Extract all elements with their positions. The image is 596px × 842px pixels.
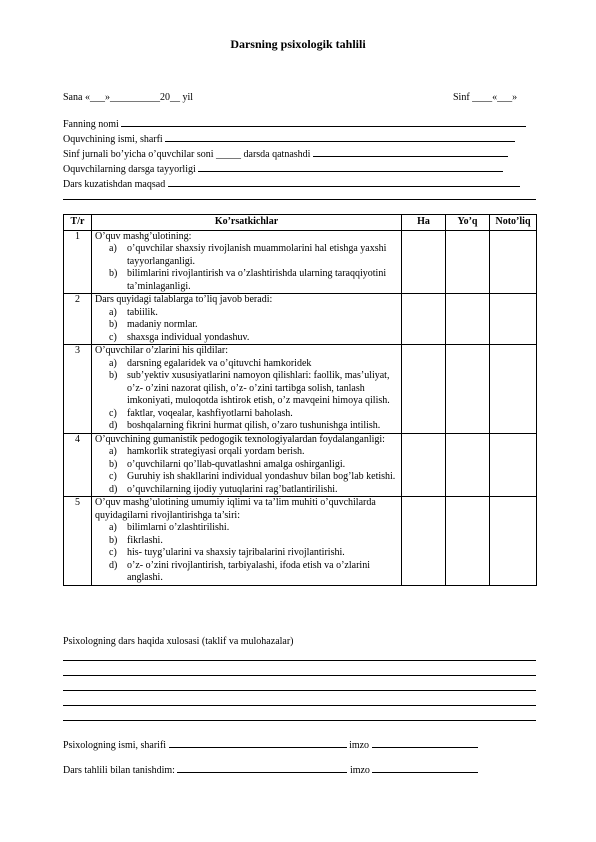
answer-no-cell[interactable] [446,294,490,345]
fill-line [177,763,347,773]
criteria-title: O’quvchilar o’zlarini his qildilar: [95,345,229,356]
answer-yes-cell[interactable] [402,433,446,497]
field-readiness [63,162,503,177]
row-criteria [92,294,402,345]
list-item: d) o’z- o’zini rivojlantirish, tarbiyalashi, ifoda etish va o’zlarini anglashi. [109,559,370,583]
fill-line [63,720,536,721]
table-header-row [64,215,537,231]
answer-yes-cell[interactable] [402,230,446,294]
answer-no-cell[interactable] [446,345,490,434]
table-row [64,294,537,345]
list-item: b) sub’yektiv xususiyatlarini namoyon qilishlari: faollik, mas’uliyat, o’z- o’zini nazorat qilish, o’z- o’zini tartibga solish, tanlash imkoniyati, muloqotda ishtirok etish, o’z mavqeini himoya qilish. [109,370,390,406]
criteria-title: O’quv mashg’ulotining umumiy iqlimi va ta’lim muhiti o’quvchilarda quyidagilarni rivojlantirishga ta’siri: [95,497,376,521]
list-item: c) Guruhiy ish shakllarini individual yondashuv bilan bog’lab ketishi. [109,471,396,482]
acquainted-label: Dars tahlili bilan tanishdim: [63,765,175,776]
list-item: a) tabiilik. [109,306,158,318]
criteria-list [95,243,398,293]
psychologist-name-label: Psixologning ismi, sharifi [63,740,167,751]
answer-yes-cell[interactable] [402,345,446,434]
list-item: b) o’quvchilarni qo’llab-quvatlashni amalga oshirganligi. [109,458,346,470]
header-no: Yo’q [446,215,490,231]
answer-partial-cell[interactable] [490,345,537,434]
answer-partial-cell[interactable] [490,433,537,497]
criteria-title: Dars quyidagi talablarga to’liq javob beradi: [95,294,273,305]
fill-line [63,675,536,676]
criteria-list [95,446,398,496]
signature-label: imzo [349,740,370,751]
fill-line [372,738,478,748]
fill-line [168,177,520,187]
header-indicators: Ko’rsatkichlar [92,215,402,231]
row-number: 2 [64,294,92,345]
field-student [63,132,515,147]
field-attendance-label: Sinf jurnali bo’yicha o’quvchilar soni _____ darsda qatnashdi [63,149,311,160]
row-criteria [92,433,402,497]
list-item: a) hamkorlik strategiyasi orqali yordam berish. [109,446,305,457]
criteria-title: O’quv mashg’ulotining: [95,230,192,242]
field-student-label: Oquvchining ismi, sharfi [63,134,163,145]
psychologist-name-field [63,738,478,753]
list-item: b) madaniy normlar. [109,319,198,330]
row-criteria [92,230,402,294]
table-row [64,345,537,434]
criteria-table [63,214,537,586]
list-item: c) faktlar, voqealar, kashfiyotlarni baholash. [109,407,293,419]
row-number: 5 [64,497,92,586]
answer-yes-cell[interactable] [402,497,446,586]
field-subject-label: Fanning nomi [63,119,119,130]
fill-line [63,705,536,706]
date-field: Sana «___»__________20__ yil [63,92,193,103]
fill-line [372,763,478,773]
table-row [64,433,537,497]
table-row [64,497,537,586]
fill-line [165,132,515,142]
answer-partial-cell[interactable] [490,230,537,294]
header-number: T/r [64,215,92,231]
acquainted-field [63,763,478,778]
fill-line [63,660,536,661]
answer-no-cell[interactable] [446,497,490,586]
field-attendance [63,147,508,162]
row-criteria [92,497,402,586]
list-item: b) bilimlarini rivojlantirish va o’zlashtirishda ularning taraqqiyotini ta’minlaganligi. [109,268,387,292]
answer-yes-cell[interactable] [402,294,446,345]
list-item: a) o’quvchilar shaxsiy rivojlanish muammolarini hal etishga yaxshi tayyorlanganligi. [109,243,387,267]
header-yes: Ha [402,215,446,231]
fill-line [63,199,536,200]
list-item: c) shaxsga individual yondashuv. [109,331,250,343]
criteria-list [95,358,398,433]
fill-line [63,690,536,691]
answer-no-cell[interactable] [446,433,490,497]
conclusion-label: Psixologning dars haqida xulosasi (taklif va mulohazalar) [63,636,294,647]
list-item: c) his- tuyg’ularini va shaxsiy tajribalarini rivojlantirishi. [109,547,345,558]
list-item: d) o’quvchilarning ijodiy yutuqlarini rag’batlantirilishi. [109,483,338,495]
field-subject [63,117,526,132]
list-item: a) bilimlarni o’zlashtirilishi. [109,522,230,533]
field-purpose-label: Dars kuzatishdan maqsad [63,179,166,190]
criteria-list [95,307,398,345]
fill-line [121,117,526,127]
row-criteria [92,345,402,434]
signature-label: imzo [349,765,370,776]
field-purpose [63,177,520,192]
list-item: b) fikrlashi. [109,534,163,546]
header-partial: Noto’liq [490,215,537,231]
list-item: d) boshqalarning fikrini hurmat qilish, o’zaro tushunishga intilish. [109,420,381,431]
fill-line [198,162,503,172]
list-item: a) darsning egalaridek va o’qituvchi hamkoridek [109,357,312,369]
fill-line [169,738,347,748]
criteria-list [95,522,398,585]
answer-partial-cell[interactable] [490,294,537,345]
document-title: Darsning psixologik tahlili [230,37,366,51]
class-field: Sinf ____«___» [453,92,518,103]
row-number: 1 [64,230,92,294]
answer-partial-cell[interactable] [490,497,537,586]
field-readiness-label: Oquvchilarning darsga tayyorligi [63,164,196,175]
row-number: 3 [64,345,92,434]
criteria-title: O’quvchining gumanistik pedogogik texnologiyalardan foydalanganligi: [95,433,385,445]
fill-line [313,147,508,157]
answer-no-cell[interactable] [446,230,490,294]
row-number: 4 [64,433,92,497]
table-row [64,230,537,294]
